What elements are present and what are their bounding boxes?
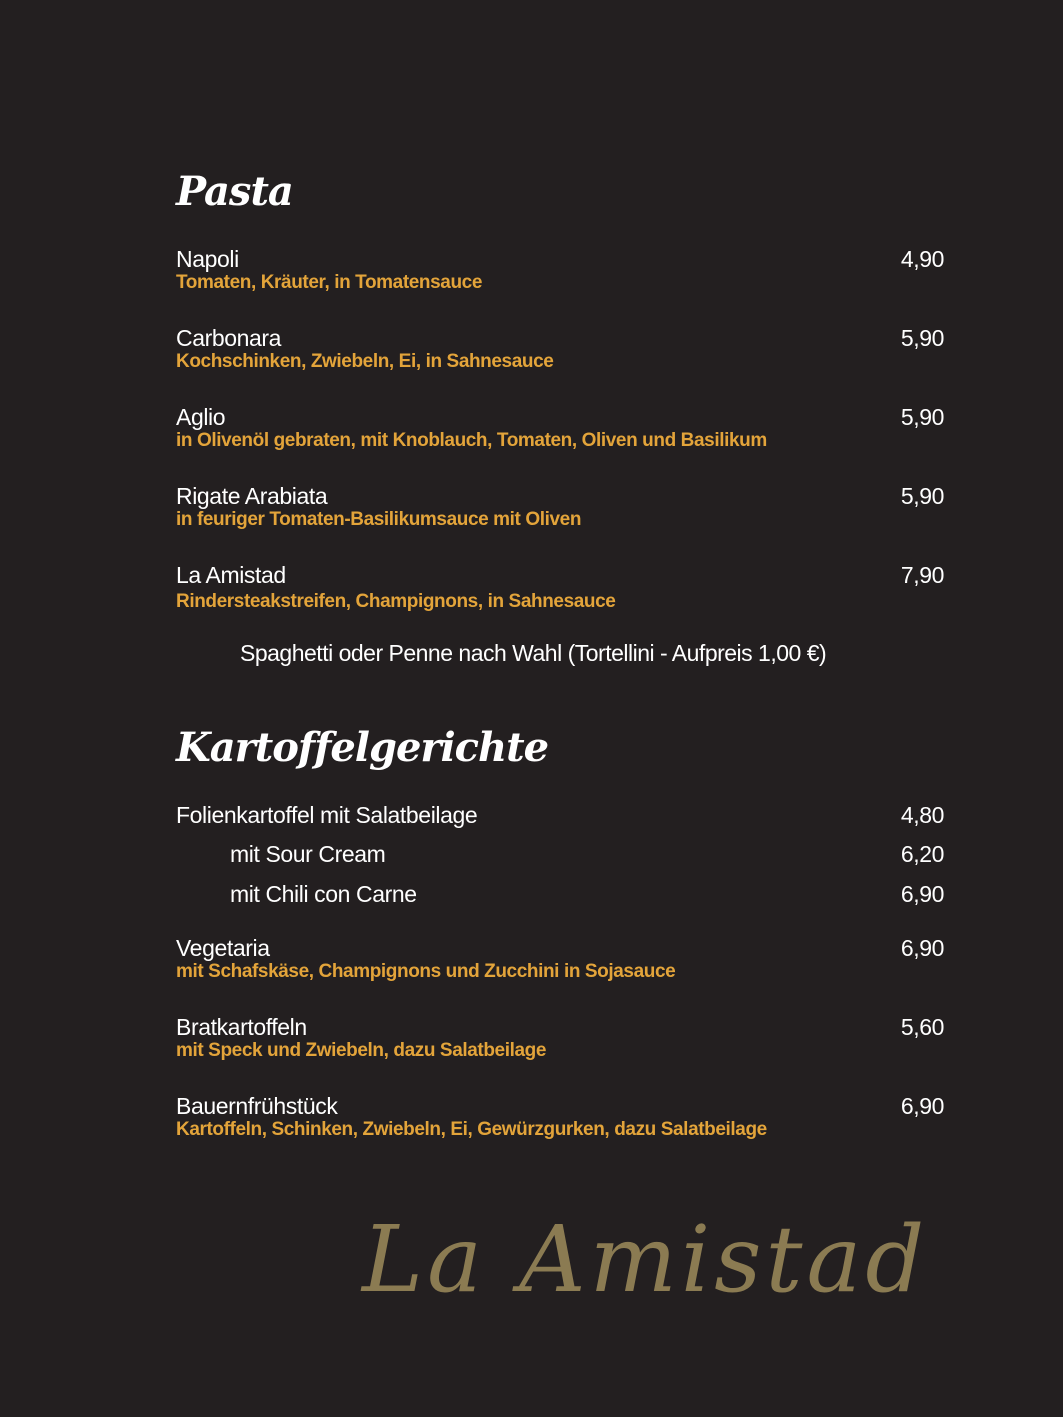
item-name: Bauernfrühstück: [176, 1093, 338, 1119]
item-price: 7,90: [900, 562, 944, 588]
item-description: Rindersteakstreifen, Champignons, in Sahnesauce: [176, 591, 616, 612]
menu-item-folienkartoffel: [176, 802, 944, 832]
item-price: 6,90: [900, 1093, 944, 1119]
item-name: Rigate Arabiata: [176, 483, 328, 509]
item-description: mit Schafskäse, Champignons und Zucchini in Sojasauce: [176, 961, 676, 982]
item-name: Napoli: [176, 246, 239, 272]
item-price: 6,20: [900, 841, 944, 867]
item-price: 4,80: [900, 802, 944, 828]
section-title-pasta: Pasta: [176, 168, 293, 215]
item-price: 4,90: [900, 246, 944, 272]
item-price: 5,90: [900, 404, 944, 430]
item-name: mit Chili con Carne: [230, 881, 417, 907]
menu-item-la-amistad: [176, 562, 944, 613]
item-name: Aglio: [176, 404, 226, 430]
menu-item-bratkartoffeln: [176, 1014, 944, 1062]
item-name: La Amistad: [176, 562, 286, 588]
item-price: 5,60: [900, 1014, 944, 1040]
menu-item-carbonara: [176, 325, 944, 373]
item-price: 5,90: [900, 483, 944, 509]
menu-item-napoli: [176, 246, 944, 294]
item-description: mit Speck und Zwiebeln, dazu Salatbeilage: [176, 1040, 547, 1061]
menu-item-bauernfruehstueck: [176, 1093, 944, 1141]
menu-subitem-chili-con-carne: [176, 881, 944, 911]
item-description: Tomaten, Kräuter, in Tomatensauce: [176, 272, 483, 293]
item-description: in Olivenöl gebraten, mit Knoblauch, Tomaten, Oliven und Basilikum: [176, 430, 767, 451]
item-name: Bratkartoffeln: [176, 1014, 307, 1040]
item-description: Kochschinken, Zwiebeln, Ei, in Sahnesauce: [176, 351, 554, 372]
menu-subitem-sour-cream: [176, 841, 944, 871]
menu-item-vegetaria: [176, 935, 944, 983]
item-description: in feuriger Tomaten-Basilikumsauce mit Oliven: [176, 509, 582, 530]
pasta-note: Spaghetti oder Penne nach Wahl (Tortellini - Aufpreis 1,00 €): [240, 640, 827, 666]
item-price: 6,90: [900, 881, 944, 907]
item-name: Folienkartoffel mit Salatbeilage: [176, 802, 478, 828]
menu-item-rigate-arabiata: [176, 483, 944, 531]
item-name: mit Sour Cream: [230, 841, 386, 867]
menu-item-aglio: [176, 404, 944, 452]
item-price: 5,90: [900, 325, 944, 351]
restaurant-logo: La Amistad: [362, 1206, 929, 1313]
item-name: Vegetaria: [176, 935, 270, 961]
item-price: 6,90: [900, 935, 944, 961]
section-title-kartoffelgerichte: Kartoffelgerichte: [176, 724, 549, 771]
item-name: Carbonara: [176, 325, 282, 351]
item-description: Kartoffeln, Schinken, Zwiebeln, Ei, Gewürzgurken, dazu Salatbeilage: [176, 1119, 767, 1140]
